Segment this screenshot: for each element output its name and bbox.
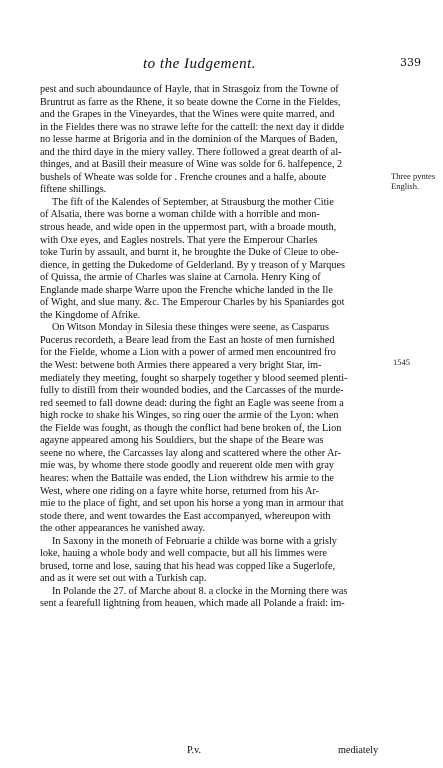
text-line: fully to distill from their wounded bodies, and the Carcasses of the murde-: [40, 385, 344, 397]
page-number: 339: [400, 56, 421, 69]
catchword: mediately: [338, 745, 379, 756]
text-line: bushels of Wheate was solde for . Frenche crounes and a halfe, aboute: [40, 171, 327, 183]
text-line: dience, in getting the Dukedome of Gelderland. By y treason of y Marques: [40, 259, 345, 271]
text-line: the other appearances he vanished away.: [40, 523, 206, 535]
body-text: [40, 84, 385, 611]
text-line: sent a fearefull lightning from heauen, which made all Polande a fraid: im-: [40, 598, 345, 610]
signature-mark: P.v.: [187, 745, 202, 756]
running-head: to the Iudgement.: [143, 56, 257, 72]
text-line: Pucerus recordeth, a Beare lead from the East an hoste of men furnished: [40, 334, 335, 346]
text-line: of Alsatia, there was borne a woman childe with a horrible and mon-: [40, 209, 320, 221]
text-line: On Witson Monday in Silesia these thinges were seene, as Casparus: [52, 322, 329, 334]
text-line: mediately they meeting, fought so sharpely together y blood seemed plenti-: [40, 372, 348, 384]
text-line: high rocke to shake his Winges, so ring ouer the armie of the Lyon: when: [40, 410, 339, 422]
text-line: strous heade, and wide open in the uppermost part, with a broade mouth,: [40, 222, 337, 234]
text-line: In Polande the 27. of Marche about 8. a clocke in the Morning there was: [52, 585, 348, 597]
text-line: the Kingdome of Afrike.: [40, 309, 141, 321]
text-line: for the Fielde, whome a Lion with a power of armed men encountred fro: [40, 347, 336, 359]
text-line: mie to the place of fight, and set upon his horse a yong man in armour that: [40, 498, 344, 510]
text-line: mie was, by whome there stode goodly and reuerent olde men with gray: [40, 460, 334, 472]
text-line: stode there, and went towardes the East accompanyed, whereupon with: [40, 510, 331, 522]
margin-note-measure: Three pyntes English.: [391, 171, 436, 191]
margin-note-year: 1545: [393, 357, 410, 367]
text-line: of Quissa, the armie of Charles was slaine at Carnola. Henry King of: [40, 272, 321, 284]
text-line: no lesse harme at Brigoria and in the dominion of the Marques of Baden,: [40, 134, 338, 146]
text-line: Bruntrut as farre as the Rhene, it so beate downe the Corne in the Fieldes,: [40, 96, 341, 108]
text-line: with Oxe eyes, and Eagles nostrels. That yere the Emperour Charles: [40, 234, 318, 246]
text-line: seene no where, the Carcasses lay along and scattered where the other Ar-: [40, 447, 342, 459]
text-line: and the Grapes in the Vineyardes, that the Wines were quite marred, and: [40, 109, 335, 121]
page-header: [0, 56, 443, 78]
text-line: and the third daye in the miery valley. There followed a great dearth of al-: [40, 146, 342, 158]
text-line: pest and such aboundaunce of Hayle, that in Strasgoiz from the Towne of: [40, 84, 339, 95]
text-line: of Wight, and slue many. &c. The Emperour Charles by his Spaniardes got: [40, 297, 345, 309]
text-line: West, where one riding on a fayre white horse, returned from his Ar-: [40, 485, 320, 497]
text-line: the Fielde was fought, as though the conflict had bene broken of, the Lion: [40, 422, 342, 434]
text-line: thinges, and at Basill their measure of Wine was solde for 6. halfepence, 2: [40, 159, 343, 171]
text-line: loke, hauing a whole body and well compacte, but all his limmes were: [40, 548, 327, 560]
text-line: heares: when the Battaile was ended, the Lion withdrew his armie to the: [40, 472, 334, 484]
text-line: brused, torne and lose, sauing that his head was copped like a Sugerlofe,: [40, 560, 336, 572]
page-footer: [0, 745, 443, 759]
text-line: the West: betwene both Armies there appeared a very bright Star, im-: [40, 360, 322, 372]
text-line: red seemed to fall downe dead: during the fight an Eagle was seene from a: [40, 397, 344, 409]
text-line: Englande made sharpe Warre upon the Frenche whiche landed in the Ile: [40, 284, 333, 296]
text-line: In Saxony in the moneth of Februarie a childe was borne with a grisly: [52, 535, 337, 547]
text-line: and as it were set out with a Turkish cap.: [40, 573, 207, 585]
text-line: in the Fieldes there was no strawe lefte for the cattell: the next day it didde: [40, 121, 345, 133]
text-line: The fift of the Kalendes of September, at Strausburg the mother Citie: [52, 196, 334, 208]
text-line: fiftene shillings.: [40, 184, 107, 196]
text-line: agayne appeared among his Souldiers, but the shape of the Beare was: [40, 435, 324, 447]
text-line: toke Turin by assault, and burnt it, he broughte the Duke of Cleue to obe-: [40, 247, 339, 259]
